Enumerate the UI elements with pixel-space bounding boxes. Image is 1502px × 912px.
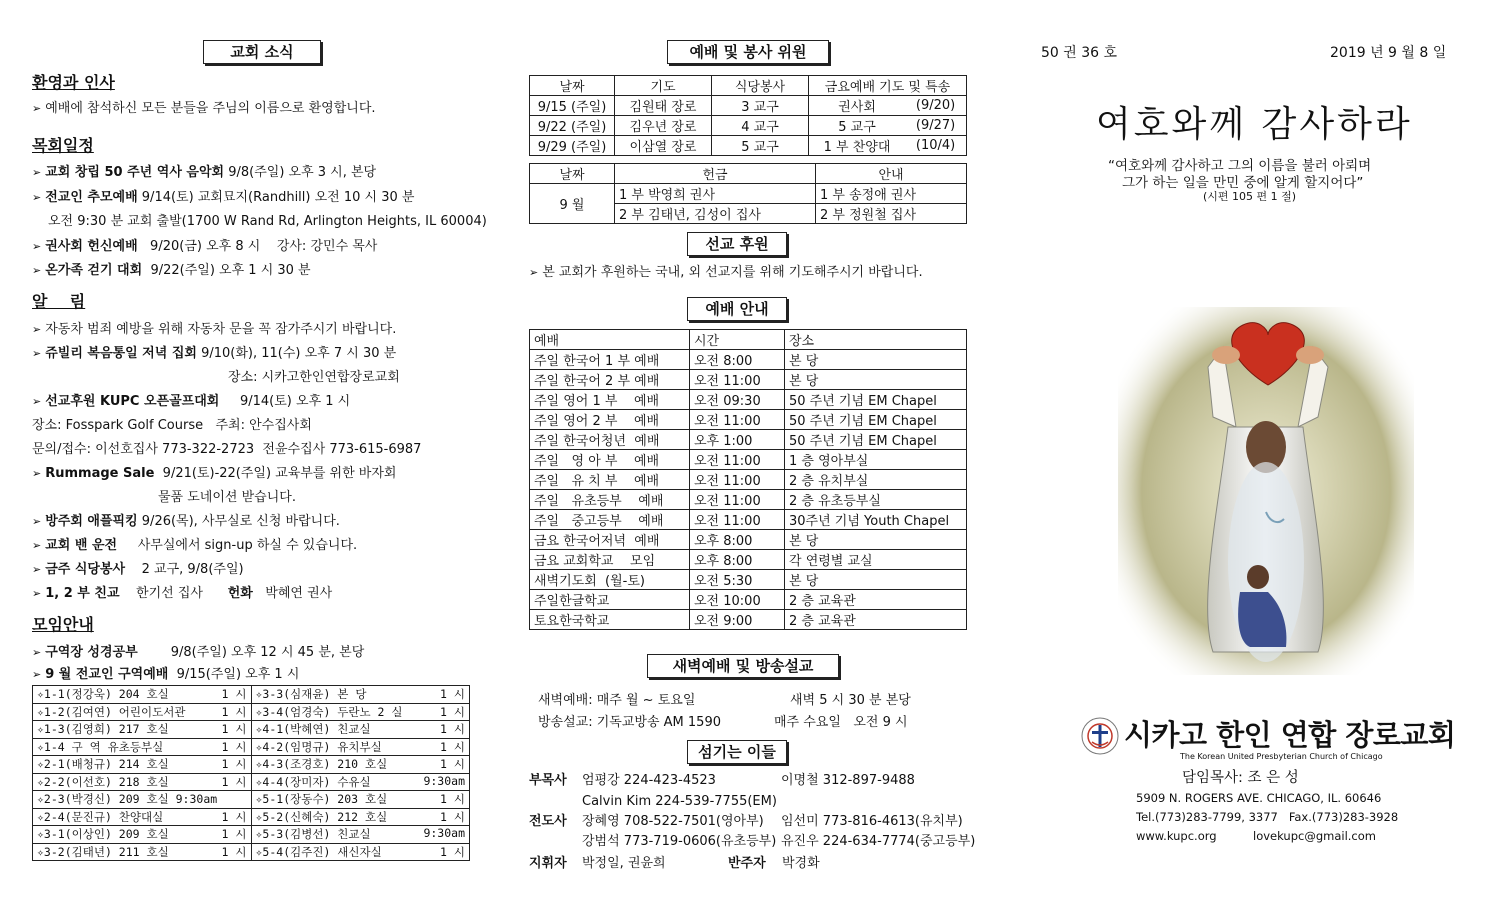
staff-title: 섬기는 이들	[687, 740, 787, 764]
svc-cell: 9/15 (주일)	[530, 96, 615, 116]
assoc-2: 이명철 312-897-9488	[781, 773, 915, 788]
pastor-name: 담임목사: 조 은 성	[1182, 770, 1299, 786]
worship-cell: 금요 한국어저녁 예배	[530, 530, 690, 550]
svc-header: 날짜	[530, 76, 615, 96]
group-row	[33, 703, 470, 721]
worship-cell: 주일한글학교	[530, 590, 690, 610]
group-row	[33, 808, 470, 826]
notice-item: ➢ 금주 식당봉사 2 교구, 9/8(주일)	[32, 562, 244, 577]
group-cell: 1 시 ✧1-1(정강욱) 204 호실	[33, 686, 252, 704]
service-table	[529, 75, 967, 156]
worship-table	[529, 329, 967, 630]
worship-cell: 주일 한국어 1 부 예배	[530, 350, 690, 370]
pastoral-item: ➢ 교회 창립 50 주년 역사 음악회 9/8(주일) 오후 3 시, 본당	[32, 165, 377, 180]
accomp-label: 반주자	[728, 856, 766, 871]
volume-number: 50 권 36 호	[1041, 45, 1118, 61]
group-cell: 1 시 ✧1-4 구 역 유초등부실	[33, 738, 252, 756]
group-row	[33, 791, 470, 809]
evang-3: 강범석 773-719-0606(유초등부)	[582, 834, 777, 849]
notice-item: ➢ 방주회 애플픽킹 9/26(목), 사무실로 신청 바랍니다.	[32, 514, 340, 529]
notice-heading: 알 림	[32, 292, 86, 311]
svc-cell: 4 교구	[712, 116, 809, 136]
mission-text: ➢ 본 교회가 후원하는 국내, 외 선교지를 위해 기도해주시기 바랍니다.	[529, 265, 923, 280]
svc-cell: 이삼열 장로	[615, 136, 712, 156]
service-title: 예배 및 봉사 위원	[667, 40, 829, 64]
worship-cell: 오전 10:00	[690, 590, 785, 610]
worship-cell: 오전 11:00	[690, 470, 785, 490]
worship-cell: 본 당	[785, 350, 967, 370]
svc-cell: 김우년 장로	[615, 116, 712, 136]
group-table	[32, 685, 470, 861]
worship-cell: 오후 1:00	[690, 430, 785, 450]
worship-cell: 본 당	[785, 530, 967, 550]
mission-title: 선교 후원	[687, 232, 787, 256]
offering-header: 날짜	[530, 164, 615, 184]
group-cell: 1 시 ✧5-2(신혜숙) 212 호실	[251, 808, 470, 826]
notice-item: ➢ Rummage Sale 9/21(토)-22(주일) 교육부를 위한 바자회	[32, 466, 397, 481]
worship-cell: 30주년 기념 Youth Chapel	[785, 510, 967, 530]
worship-row	[530, 550, 967, 570]
svc-cell: 권사회	[809, 96, 906, 116]
worship-row	[530, 570, 967, 590]
worship-cell: 1 층 영아부실	[785, 450, 967, 470]
offering-table	[529, 163, 967, 224]
svc-cell: 9/22 (주일)	[530, 116, 615, 136]
svc-cell: 5 교구	[809, 116, 906, 136]
group-row	[33, 826, 470, 844]
group-cell: 1 시 ✧3-1(이상인) 209 호실	[33, 826, 252, 844]
church-email[interactable]: lovekupc@gmail.com	[1253, 829, 1376, 843]
worship-cell: 주일 영 아 부 예배	[530, 450, 690, 470]
assoc-label: 부목사	[529, 773, 567, 788]
group-row	[33, 843, 470, 861]
evang-label: 전도사	[529, 814, 567, 829]
worship-cell: 새벽기도회 (월-토)	[530, 570, 690, 590]
notice-item: 장소: 시카고한인연합장로교회	[228, 370, 400, 385]
worship-row	[530, 610, 967, 630]
verse-ref: (시편 105 편 1 절)	[1203, 190, 1297, 203]
pastoral-item: ➢ 온가족 걷기 대회 9/22(주일) 오후 1 시 30 분	[32, 263, 311, 278]
worship-cell: 50 주년 기념 EM Chapel	[785, 410, 967, 430]
worship-cell: 오후 8:00	[690, 530, 785, 550]
cover-title: 여호와께 감사하라	[1096, 104, 1413, 145]
group-item: ➢ 9 월 전교인 구역예배 9/15(주일) 오후 1 시	[32, 667, 300, 682]
svc-header: 식당봉사	[712, 76, 809, 96]
worship-cell: 오전 9:00	[690, 610, 785, 630]
worship-row	[530, 510, 967, 530]
worship-cell: 오전 11:00	[690, 490, 785, 510]
worship-row	[530, 590, 967, 610]
group-row	[33, 756, 470, 774]
offering-header: 헌금	[615, 164, 816, 184]
group-cell: 1 시 ✧2-1(배청규) 214 호실	[33, 756, 252, 774]
pastoral-item: 오전 9:30 분 교회 출발(1700 W Rand Rd, Arlington Heights, IL 60004)	[48, 214, 487, 229]
worship-row	[530, 470, 967, 490]
group-heading: 모임안내	[32, 615, 94, 634]
worship-cell: 오전 8:00	[690, 350, 785, 370]
svc-cell: (10/4)	[905, 136, 966, 156]
notice-item: ➢ 교회 밴 운전 사무실에서 sign-up 하실 수 있습니다.	[32, 538, 358, 553]
pastoral-list	[32, 164, 487, 287]
church-address: 5909 N. ROGERS AVE. CHICAGO, IL. 60646	[1136, 791, 1382, 805]
worship-row	[530, 490, 967, 510]
group-row	[33, 773, 470, 791]
group-cell: 9:30am ✧5-3(김병선) 친교실	[251, 826, 470, 844]
usher-cell: 2 부 정원철 집사	[816, 204, 967, 224]
worship-cell: 2 층 유치부실	[785, 470, 967, 490]
group-cell: 1 시 ✧5-1(장동수) 203 호실	[251, 791, 470, 809]
issue-date: 2019 년 9 월 8 일	[1330, 45, 1447, 61]
worship-cell: 본 당	[785, 370, 967, 390]
group-cell: 1 시 ✧4-1(박혜연) 친교실	[251, 721, 470, 739]
verse-line2: 그가 하는 일을 만민 중에 알게 할지어다”	[1122, 175, 1364, 191]
group-cell: 1 시 ✧2-2(이선호) 218 호실	[33, 773, 252, 791]
evang-4: 유진우 224-634-7774(중고등부)	[781, 834, 976, 849]
pastoral-item: ➢ 전교인 추모예배 9/14(토) 교회묘지(Randhill) 오전 10 시 30 분	[32, 189, 415, 205]
offering-cell: 2 부 김태년, 김성이 집사	[615, 204, 816, 224]
worship-header: 장소	[785, 330, 967, 350]
worship-header: 예배	[530, 330, 690, 350]
conductor: 박정일, 권윤희	[582, 856, 666, 871]
worship-row	[530, 350, 967, 370]
worship-cell: 주일 유초등부 예배	[530, 490, 690, 510]
welcome-heading: 환영과 인사	[32, 73, 115, 92]
worship-cell: 오후 8:00	[690, 550, 785, 570]
worship-row	[530, 450, 967, 470]
svc-cell: 3 교구	[712, 96, 809, 116]
notice-item: 문의/접수: 이선호집사 773-322-2723 전윤수집사 773-615-6987	[32, 442, 422, 457]
pastoral-heading: 목회일정	[32, 136, 94, 155]
svc-cell: 김원태 장로	[615, 96, 712, 116]
verse-line1: “여호와께 감사하고 그의 이름을 불러 아뢰며	[1108, 158, 1372, 174]
dawn-line2-a: 방송설교: 기독교방송 AM 1590	[538, 715, 721, 730]
dawn-title: 새벽예배 및 방송설교	[647, 654, 839, 678]
worship-header: 시간	[690, 330, 785, 350]
notice-item: ➢ 쥬빌리 복음통일 저녁 집회 9/10(화), 11(수) 오후 7 시 30 분	[32, 346, 397, 361]
usher-cell: 1 부 송정애 권사	[816, 184, 967, 204]
group-item: ➢ 구역장 성경공부 9/8(주일) 오후 12 시 45 분, 본당	[32, 645, 365, 660]
worship-row	[530, 370, 967, 390]
church-name-en: The Korean United Presbyterian Church of Chicago	[1180, 752, 1383, 761]
worship-cell: 토요한국학교	[530, 610, 690, 630]
worship-cell: 본 당	[785, 570, 967, 590]
worship-row	[530, 530, 967, 550]
group-cell: 1 시 ✧3-4(엄경숙) 두란노 2 실	[251, 703, 470, 721]
worship-row	[530, 390, 967, 410]
worship-cell: 오전 11:00	[690, 510, 785, 530]
worship-row	[530, 410, 967, 430]
notice-item: ➢ 1, 2 부 친교 한기선 집사 헌화 박혜연 권사	[32, 586, 333, 601]
worship-cell: 오전 11:00	[690, 450, 785, 470]
svc-header: 금요예배 기도 및 특송	[809, 76, 967, 96]
worship-cell: 오전 11:00	[690, 410, 785, 430]
pastoral-item: ➢ 권사회 헌신예배 9/20(금) 오후 8 시 강사: 강민수 목사	[32, 238, 378, 254]
svc-header: 기도	[615, 76, 712, 96]
conductor-label: 지휘자	[529, 856, 567, 871]
worship-cell: 50 주년 기념 EM Chapel	[785, 430, 967, 450]
worship-cell: 주일 한국어청년 예배	[530, 430, 690, 450]
group-cell: 9:30am ✧4-4(장미자) 수유실	[251, 773, 470, 791]
group-row	[33, 686, 470, 704]
dawn-line1-a: 새벽예배: 매주 월 ~ 토요일	[538, 693, 696, 708]
church-name: 시카고 한인 연합 장로교회	[1124, 718, 1456, 752]
worship-cell: 오전 09:30	[690, 390, 785, 410]
dawn-line2-b: 매주 수요일 오전 9 시	[774, 715, 908, 730]
worship-cell: 오전 5:30	[690, 570, 785, 590]
news-title: 교회 소식	[203, 40, 321, 64]
notice-item: 장소: Fosspark Golf Course 주최: 안수집사회	[32, 418, 312, 433]
svc-cell: (9/27)	[905, 116, 966, 136]
svc-cell: 5 교구	[712, 136, 809, 156]
worship-cell: 2 층 교육관	[785, 590, 967, 610]
offering-cell: 1 부 박영희 권사	[615, 184, 816, 204]
notice-item: ➢ 자동차 범죄 예방을 위해 자동차 문을 꼭 잠가주시기 바랍니다.	[32, 322, 397, 337]
offering-month: 9 월	[530, 184, 615, 224]
accomp: 박경화	[782, 856, 820, 871]
notice-item: ➢ 선교후원 KUPC 오픈골프대회 9/14(토) 오후 1 시	[32, 394, 351, 409]
svc-cell: 1 부 찬양대	[809, 136, 906, 156]
worship-cell: 2 층 유초등부실	[785, 490, 967, 510]
church-phone: Tel.(773)283-7799, 3377 Fax.(773)283-3928	[1136, 810, 1399, 824]
group-cell: 1 시 ✧2-4(문진규) 찬양대실	[33, 808, 252, 826]
worship-cell: 금요 교회학교 모임	[530, 550, 690, 570]
evang-1: 장혜영 708-522-7501(영아부)	[582, 814, 764, 829]
worship-cell: 주일 영어 1 부 예배	[530, 390, 690, 410]
church-website[interactable]: www.kupc.org	[1136, 829, 1217, 843]
cover-illustration	[1118, 307, 1414, 675]
worship-cell: 각 연령별 교실	[785, 550, 967, 570]
group-cell: 1 시 ✧4-2(임명규) 유치부실	[251, 738, 470, 756]
group-cell: 1 시 ✧5-4(김주진) 새신자실	[251, 843, 470, 861]
worship-cell: 50 주년 기념 EM Chapel	[785, 390, 967, 410]
group-cell: 1 시 ✧4-3(조경호) 210 호실	[251, 756, 470, 774]
worship-cell: 오전 11:00	[690, 370, 785, 390]
worship-row	[530, 430, 967, 450]
offering-header: 안내	[816, 164, 967, 184]
evang-2: 임선미 773-816-4613(유치부)	[781, 814, 963, 829]
group-cell: 1 시 ✧1-3(김영희) 217 호실	[33, 721, 252, 739]
group-cell: 1 시 ✧3-3(심재윤) 본 당	[251, 686, 470, 704]
assoc-1: 엄평강 224-423-4523	[582, 773, 716, 788]
group-cell: 1 시 ✧3-2(김태년) 211 호실	[33, 843, 252, 861]
group-cell: ✧2-3(박경신) 209 호실 9:30am	[33, 791, 252, 809]
svc-cell: (9/20)	[905, 96, 966, 116]
church-logo	[1080, 716, 1120, 756]
welcome-text: ➢ 예배에 참석하신 모든 분들을 주님의 이름으로 환영합니다.	[32, 101, 376, 116]
group-row	[33, 721, 470, 739]
notice-list	[32, 321, 421, 609]
dawn-line1-b: 새벽 5 시 30 분 본당	[790, 693, 911, 708]
worship-title: 예배 안내	[687, 297, 787, 321]
worship-cell: 2 층 교육관	[785, 610, 967, 630]
worship-cell: 주일 중고등부 예배	[530, 510, 690, 530]
worship-cell: 주일 한국어 2 부 예배	[530, 370, 690, 390]
group-cell: 1 시 ✧1-2(김여연) 어린이도서관	[33, 703, 252, 721]
worship-cell: 주일 영어 2 부 예배	[530, 410, 690, 430]
group-row	[33, 738, 470, 756]
assoc-3: Calvin Kim 224-539-7755(EM)	[582, 794, 777, 809]
svc-cell: 9/29 (주일)	[530, 136, 615, 156]
notice-item: 물품 도네이션 받습니다.	[158, 490, 296, 505]
worship-cell: 주일 유 치 부 예배	[530, 470, 690, 490]
